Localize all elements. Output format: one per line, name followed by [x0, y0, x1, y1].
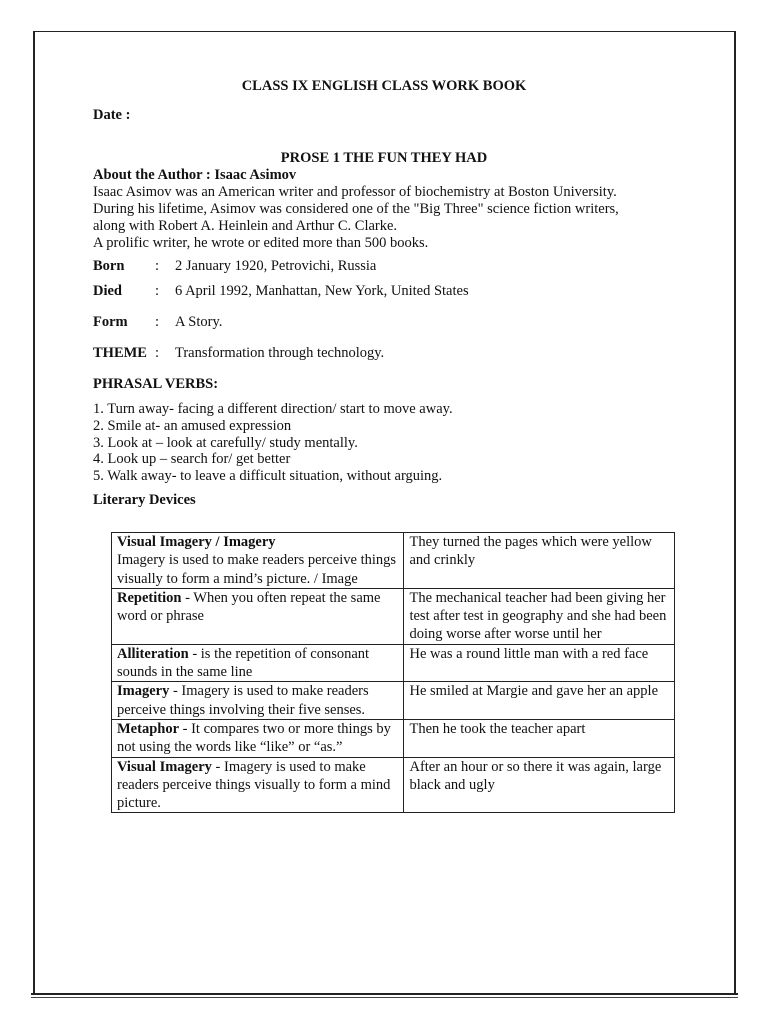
device-cell: [112, 719, 404, 757]
device-cell: [112, 533, 404, 589]
fact-label: Form: [93, 314, 128, 330]
fact-value: A Story.: [175, 314, 223, 330]
fact-colon: :: [155, 345, 160, 361]
table-row: [112, 588, 675, 644]
date-label: Date :: [93, 107, 131, 123]
fact-label: Died: [93, 283, 122, 299]
example-cell: He smiled at Margie and gave her an apple: [404, 682, 675, 720]
device-term: Alliteration: [117, 645, 189, 662]
device-cell: [112, 757, 404, 813]
table-row: [112, 682, 675, 720]
example-cell: Then he took the teacher apart: [404, 719, 675, 757]
phrasal-verbs-heading: PHRASAL VERBS:: [93, 376, 219, 392]
example-cell: After an hour or so there it was again, large black and ugly: [404, 757, 675, 813]
device-cell: [112, 644, 404, 682]
device-cell: [112, 682, 404, 720]
table-row: [112, 719, 675, 757]
table-row: [112, 644, 675, 682]
phrasal-verbs-list: [93, 401, 453, 485]
fact-value: 6 April 1992, Manhattan, New York, United States: [175, 283, 469, 299]
bottom-rule-secondary: [31, 997, 738, 998]
workbook-title: CLASS IX ENGLISH CLASS WORK BOOK: [241, 78, 527, 94]
literary-devices-heading: Literary Devices: [93, 492, 196, 508]
device-term: Metaphor: [117, 720, 180, 737]
list-item: 2. Smile at- an amused expression: [93, 417, 292, 434]
device-definition: - is the repetition of consonant sounds in the same line: [117, 645, 370, 681]
example-cell: The mechanical teacher had been giving her test after test in geography and she had been doing worse after worse until her: [404, 588, 675, 644]
list-item: 1. Turn away- facing a different direction/ start to move away.: [93, 401, 453, 417]
fact-colon: :: [155, 283, 160, 299]
author-heading: About the Author : Isaac Asimov: [93, 167, 297, 183]
fact-label: THEME: [93, 345, 147, 361]
table-row: [112, 757, 675, 813]
bio-line: During his lifetime, Asimov was considered one of the "Big Three" science fiction writers,: [93, 201, 619, 217]
bio-line: A prolific writer, he wrote or edited more than 500 books.: [93, 235, 429, 251]
fact-label: Born: [93, 258, 125, 274]
example-cell: He was a round little man with a red face: [404, 644, 675, 682]
chapter-title: PROSE 1 THE FUN THEY HAD: [280, 150, 488, 166]
device-definition: - It compares two or more things by not using the words like “like” or “as.”: [117, 720, 391, 756]
device-cell: [112, 588, 404, 644]
device-definition: - Imagery is used to make readers perceive things visually to form a mind picture.: [117, 758, 391, 812]
bio-line: Isaac Asimov was an American writer and professor of biochemistry at Boston University.: [93, 184, 617, 200]
device-definition: Imagery is used to make readers perceive things visually to form a mind’s picture. / Image: [117, 552, 397, 587]
device-term: Imagery: [117, 683, 170, 700]
device-term: Visual Imagery / Imagery: [117, 534, 276, 550]
fact-value: Transformation through technology.: [175, 345, 385, 361]
device-term: Repetition: [117, 589, 182, 606]
list-item: 5. Walk away- to leave a difficult situation, without arguing.: [93, 468, 443, 485]
device-definition: - Imagery is used to make readers perceive things involving their five senses.: [117, 683, 369, 718]
example-cell: They turned the pages which were yellow and crinkly: [404, 533, 675, 589]
bottom-rule: [31, 993, 738, 995]
literary-devices-table: [111, 532, 675, 813]
list-item: 3. Look at – look at carefully/ study mentally.: [93, 434, 358, 451]
fact-colon: :: [155, 258, 160, 274]
table-row: [112, 533, 675, 589]
device-definition: - When you often repeat the same word or phrase: [117, 589, 381, 625]
bio-line: along with Robert A. Heinlein and Arthur C. Clarke.: [93, 218, 398, 234]
fact-colon: :: [155, 314, 160, 330]
fact-value: 2 January 1920, Petrovichi, Russia: [175, 258, 377, 274]
list-item: 4. Look up – search for/ get better: [93, 451, 291, 468]
author-bio: [93, 184, 673, 252]
device-term: Visual Imagery: [117, 758, 212, 775]
